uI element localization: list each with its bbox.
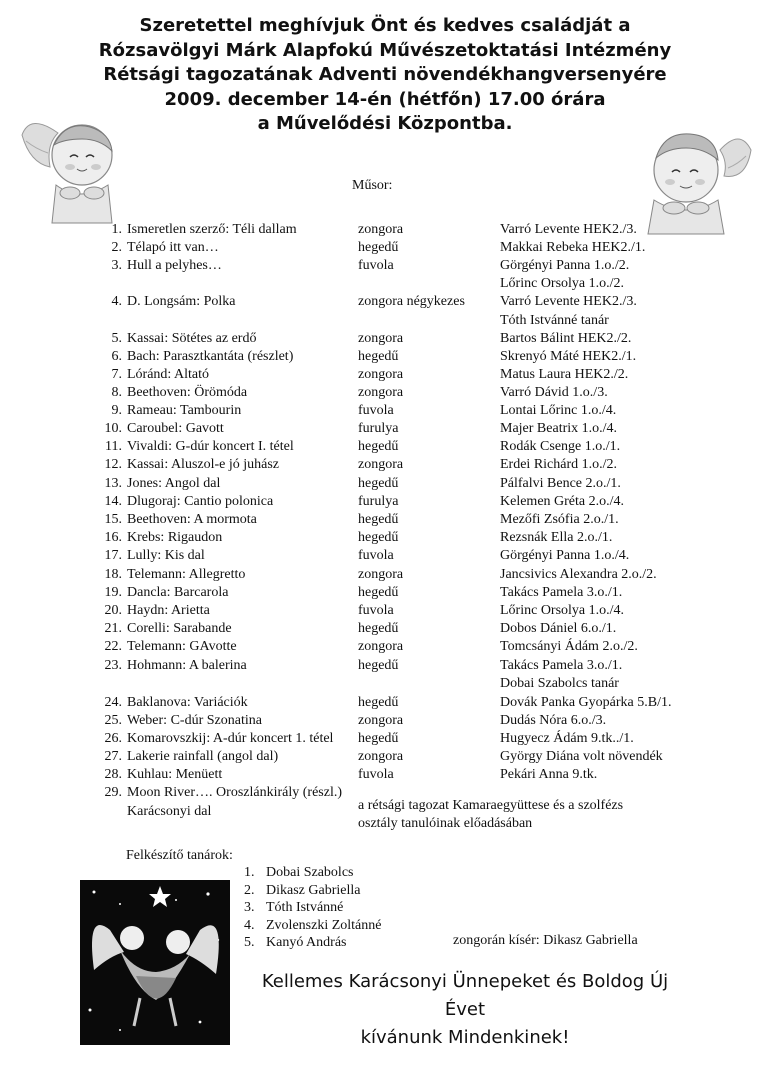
- program-piece: Dlugoraj: Cantio polonica: [127, 494, 274, 509]
- teacher-item: [244, 934, 381, 952]
- teacher-name: Tóth Istvánné: [266, 900, 344, 915]
- teacher-item: [244, 917, 381, 935]
- teacher-number: 2.: [244, 882, 255, 898]
- program-instrument: zongora: [358, 639, 404, 654]
- program-row: [0, 602, 770, 620]
- program-row: [0, 366, 770, 384]
- program-piece: Hull a pelyhes…: [127, 258, 222, 273]
- program-row: [0, 730, 770, 748]
- program-row: [0, 493, 770, 511]
- header-line-4: 2009. december 14-én (hétfőn) 17.00 órára: [164, 88, 606, 110]
- program-row: [0, 348, 770, 366]
- program-number: 23.: [104, 658, 122, 673]
- greeting-line-2: kívánunk Mindenkinek!: [360, 1027, 570, 1048]
- teacher-item: [244, 864, 381, 882]
- program-row: [0, 529, 770, 547]
- program-instrument: zongora: [358, 367, 404, 382]
- program-instrument: zongora: [358, 713, 404, 728]
- program-performer: Kelemen Gréta 2.o./4.: [500, 494, 625, 509]
- program-row: [0, 293, 770, 311]
- program-performer: Pálfalvi Bence 2.o./1.: [500, 476, 621, 491]
- accompanist-note: zongorán kísér: Dikasz Gabriella: [453, 933, 638, 948]
- program-instrument: hegedű: [358, 240, 399, 255]
- program-piece: Komarovszkij: A-dúr koncert 1. tétel: [127, 731, 334, 746]
- program-performer: Varró Levente HEK2./3.: [500, 294, 637, 309]
- program-instrument: zongora: [358, 457, 404, 472]
- program-number: 27.: [104, 749, 122, 764]
- program-number: 13.: [104, 476, 122, 491]
- christmas-angels-image: [80, 880, 230, 1045]
- teachers-list: [244, 864, 381, 952]
- program-performer: Dobos Dániel 6.o./1.: [500, 621, 617, 636]
- program-piece: Caroubel: Gavott: [127, 421, 224, 436]
- program-row: [0, 748, 770, 766]
- ensemble-note: [358, 797, 623, 833]
- program-row: [0, 402, 770, 420]
- program-piece: Haydn: Arietta: [127, 603, 210, 618]
- program-piece: Weber: C-dúr Szonatina: [127, 713, 262, 728]
- teacher-name: Dikasz Gabriella: [266, 882, 361, 898]
- program-performer: Tóth Istvánné tanár: [500, 313, 609, 328]
- program-row: [0, 694, 770, 712]
- program-piece: Baklanova: Variációk: [127, 695, 248, 710]
- program-instrument: zongora: [358, 567, 404, 582]
- program-instrument: hegedű: [358, 439, 399, 454]
- program-row: [0, 330, 770, 348]
- teacher-item: [244, 899, 381, 917]
- program-piece: Beethoven: A mormota: [127, 512, 257, 527]
- program-piece: Beethoven: Örömóda: [127, 385, 248, 400]
- program-piece: Lóránd: Altató: [127, 367, 210, 382]
- teacher-item: [244, 882, 381, 900]
- program-number: 15.: [104, 512, 122, 527]
- program-row: [0, 438, 770, 456]
- program-instrument: furulya: [358, 421, 399, 436]
- program-piece: Hohmann: A balerina: [127, 658, 247, 673]
- program-performer: Skrenyó Máté HEK2./1.: [500, 349, 637, 364]
- program-row: [0, 547, 770, 565]
- program-piece: Telemann: Allegretto: [127, 567, 246, 582]
- teacher-name: Zvolenszki Zoltánné: [266, 917, 382, 933]
- program-number: 3.: [111, 258, 122, 273]
- program-title: Műsor:: [352, 178, 393, 193]
- program-number: 20.: [104, 603, 122, 618]
- header-line-5: a Művelődési Központba.: [257, 113, 513, 134]
- program-piece: Vivaldi: G-dúr koncert I. tétel: [127, 439, 294, 454]
- program-number: 5.: [111, 331, 122, 346]
- program-row: [0, 566, 770, 584]
- program-performer: Varró Dávid 1.o./3.: [500, 385, 608, 400]
- ensemble-line-1: a rétsági tagozat Kamaraegyüttese és a szolfézs: [358, 798, 624, 813]
- program-row: [0, 657, 770, 675]
- teacher-name: Kanyó András: [266, 935, 347, 950]
- program-piece: Rameau: Tambourin: [127, 403, 242, 418]
- program-number: 25.: [104, 713, 122, 728]
- program-performer: Bartos Bálint HEK2./2.: [500, 331, 632, 346]
- program-piece: Jones: Angol dal: [127, 476, 221, 491]
- program-row: [0, 456, 770, 474]
- program-row: [0, 384, 770, 402]
- program-piece: D. Longsám: Polka: [127, 294, 236, 309]
- program-instrument: hegedű: [358, 731, 399, 746]
- program-performer: Takács Pamela 3.o./1.: [500, 658, 623, 673]
- program-number: 28.: [104, 767, 122, 782]
- program-number: 1.: [111, 222, 122, 237]
- program-row: [0, 257, 770, 275]
- program-row: [0, 312, 770, 330]
- header-line-3: Rétsági tagozatának Adventi növendékhangversenyére: [103, 64, 667, 85]
- program-piece: Krebs: Rigaudon: [127, 530, 223, 545]
- program-number: 9.: [111, 403, 122, 418]
- program-number: 16.: [104, 530, 122, 545]
- program-piece: Corelli: Sarabande: [127, 621, 232, 636]
- program-number: 14.: [104, 494, 122, 509]
- program-piece: Dancla: Barcarola: [127, 585, 229, 600]
- program-instrument: zongora: [358, 222, 404, 237]
- program-instrument: furulya: [358, 494, 399, 509]
- program-instrument: fuvola: [358, 767, 394, 782]
- program-number: 19.: [104, 585, 122, 600]
- program-instrument: zongora négykezes: [358, 294, 465, 309]
- program-instrument: hegedű: [358, 621, 399, 636]
- program-instrument: hegedű: [358, 512, 399, 527]
- program-row: [0, 420, 770, 438]
- program-performer: Dovák Panka Gyopárka 5.B/1.: [500, 695, 672, 710]
- program-piece: Kuhlau: Menüett: [127, 767, 223, 782]
- program-performer: Erdei Richárd 1.o./2.: [500, 457, 618, 472]
- program-number: 26.: [104, 731, 122, 746]
- program-instrument: fuvola: [358, 603, 394, 618]
- program-row: [0, 766, 770, 784]
- header-line-2: Rózsavölgyi Márk Alapfokú Művészetoktatási Intézmény: [98, 39, 672, 61]
- program-row: [0, 475, 770, 493]
- program-performer: Mezőfi Zsófia 2.o./1.: [500, 512, 619, 527]
- program-instrument: hegedű: [358, 658, 399, 673]
- program-number: 2.: [111, 240, 122, 255]
- program-piece: Télapó itt van…: [127, 240, 219, 255]
- teacher-number: 5.: [244, 935, 255, 950]
- program-piece: Kassai: Aluszol-e jó juhász: [127, 457, 280, 472]
- program-number: 18.: [104, 567, 122, 582]
- program-performer: György Diána volt növendék: [500, 749, 663, 764]
- program-piece: Lakerie rainfall (angol dal): [127, 749, 279, 764]
- program-number: 17.: [104, 548, 122, 563]
- ensemble-line-2: osztály tanulóinak előadásában: [358, 816, 533, 831]
- program-performer: Pekári Anna 9.tk.: [500, 767, 598, 782]
- program-instrument: zongora: [358, 331, 404, 346]
- teacher-number: 1.: [244, 865, 255, 880]
- program-performer: Makkai Rebeka HEK2./1.: [500, 240, 646, 255]
- program-piece: Karácsonyi dal: [127, 804, 212, 819]
- program-performer: Rezsnák Ella 2.o./1.: [500, 530, 613, 545]
- program-performer: Varró Levente HEK2./3.: [500, 222, 637, 237]
- program-instrument: hegedű: [358, 530, 399, 545]
- program-row: [0, 620, 770, 638]
- program-instrument: fuvola: [358, 548, 394, 563]
- program-instrument: hegedű: [358, 349, 399, 364]
- program-number: 29.: [104, 785, 122, 800]
- program-row: [0, 239, 770, 257]
- program-number: 21.: [104, 621, 122, 636]
- program-performer: Majer Beatrix 1.o./4.: [500, 421, 618, 436]
- greeting: [240, 968, 690, 1052]
- program-number: 10.: [104, 421, 122, 436]
- program-instrument: hegedű: [358, 585, 399, 600]
- program-performer: Hugyecz Ádám 9.tk../1.: [500, 731, 634, 746]
- program-piece: Kassai: Sötétes az erdő: [127, 331, 257, 346]
- program-performer: Görgényi Panna 1.o./2.: [500, 258, 630, 273]
- program-instrument: hegedű: [358, 695, 399, 710]
- greeting-line-1: Kellemes Karácsonyi Ünnepeket és Boldog Új Évet: [261, 971, 669, 1020]
- program-row: [0, 712, 770, 730]
- program-row: [0, 638, 770, 656]
- program-performer: Tomcsányi Ádám 2.o./2.: [500, 639, 638, 654]
- program-performer: Matus Laura HEK2./2.: [500, 367, 629, 382]
- teacher-name: Dobai Szabolcs: [266, 865, 354, 880]
- program-instrument: zongora: [358, 385, 404, 400]
- teacher-number: 4.: [244, 917, 255, 933]
- program-performer: Dobai Szabolcs tanár: [500, 676, 619, 691]
- program-number: 24.: [104, 695, 122, 710]
- program-row: [0, 275, 770, 293]
- program-number: 11.: [105, 439, 122, 454]
- program-instrument: hegedű: [358, 476, 399, 491]
- program-number: 6.: [111, 349, 122, 364]
- program-performer: Lontai Lőrinc 1.o./4.: [500, 403, 617, 418]
- program-number: 8.: [111, 385, 122, 400]
- program-piece: Telemann: GAvotte: [127, 639, 237, 654]
- program-row: [0, 221, 770, 239]
- program-piece: Bach: Parasztkantáta (részlet): [127, 349, 294, 364]
- program-performer: Rodák Csenge 1.o./1.: [500, 439, 621, 454]
- program-row: [0, 675, 770, 693]
- program-number: 7.: [111, 367, 122, 382]
- program-number: 12.: [104, 457, 122, 472]
- program-instrument: zongora: [358, 749, 404, 764]
- program-instrument: fuvola: [358, 403, 394, 418]
- program-performer: Lőrinc Orsolya 1.o./4.: [500, 603, 625, 618]
- program-piece: Ismeretlen szerző: Téli dallam: [127, 222, 297, 237]
- program-performer: Jancsivics Alexandra 2.o./2.: [500, 567, 657, 582]
- program-row: [0, 584, 770, 602]
- program-performer: Lőrinc Orsolya 1.o./2.: [500, 276, 625, 291]
- program-performer: Takács Pamela 3.o./1.: [500, 585, 623, 600]
- program-row: [0, 511, 770, 529]
- teachers-title: Felkészítő tanárok:: [126, 848, 233, 863]
- program-piece: Moon River…. Oroszlánkirály (részl.): [127, 785, 342, 800]
- program-instrument: fuvola: [358, 258, 394, 273]
- program-performer: Görgényi Panna 1.o./4.: [500, 548, 630, 563]
- header-line-1: Szeretettel meghívjuk Önt és kedves családját a: [139, 15, 631, 36]
- program-number: 4.: [111, 294, 122, 309]
- program-performer: Dudás Nóra 6.o./3.: [500, 713, 607, 728]
- program-piece: Lully: Kis dal: [127, 548, 205, 563]
- teacher-number: 3.: [244, 900, 255, 915]
- program-number: 22.: [104, 639, 122, 654]
